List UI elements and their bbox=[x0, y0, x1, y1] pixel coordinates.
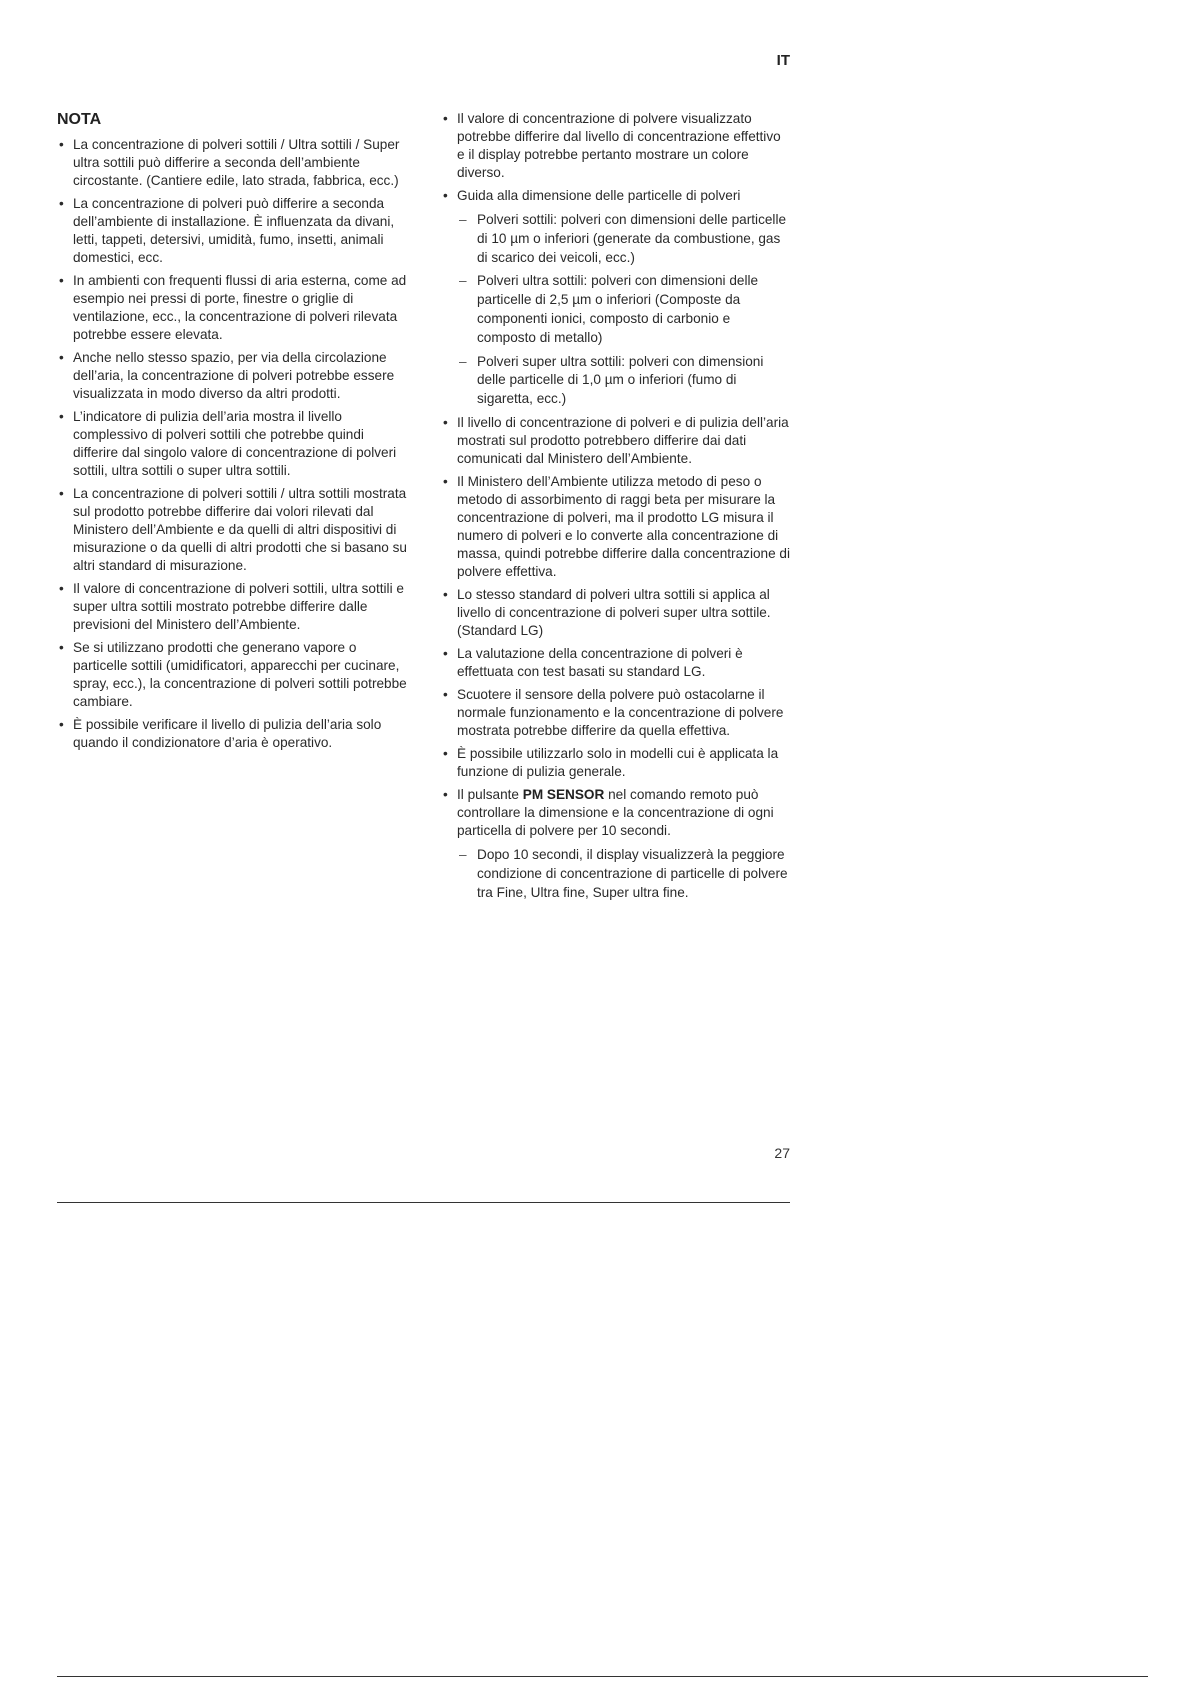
list-item bbox=[57, 349, 407, 403]
bullet-icon: • bbox=[59, 137, 64, 152]
bullet-icon: • bbox=[443, 645, 448, 661]
text-run: Il pulsante bbox=[457, 786, 523, 802]
list-item-text: Il livello di concentrazione di polveri e di pulizia dell’aria mostrati sul prodotto potrebbero differire dai dati comunicati dal Ministero dell’Ambiente. bbox=[457, 414, 789, 466]
list-item bbox=[441, 645, 790, 681]
list-item bbox=[441, 414, 790, 468]
dash-icon: – bbox=[459, 212, 467, 227]
list-item-text: La concentrazione di polveri sottili / ultra sottili mostrata sul prodotto potrebbe differire dai volori rilevati dal Ministero dell’Ambiente e da quelli di altri dispositivi di misurazione o da quelli di altri prodotti che si basano su altri standard di misurazione. bbox=[73, 486, 407, 573]
list-item-text bbox=[457, 787, 774, 838]
bullet-icon: • bbox=[443, 586, 448, 602]
bullet-icon: • bbox=[443, 188, 448, 203]
list-item-text: La concentrazione di polveri sottili / Ultra sottili / Super ultra sottili può differire a seconda dell’ambiente circostante. (Cantiere edile, lato strada, fabbrica, ecc.) bbox=[73, 137, 400, 188]
sub-list-item bbox=[457, 211, 790, 267]
list-item bbox=[441, 745, 790, 781]
list-item bbox=[57, 485, 407, 575]
list-item-text: Il valore di concentrazione di polveri sottili, ultra sottili e super ultra sottili mostrato potrebbe differire dalle previsioni del Ministero dell’Ambiente. bbox=[73, 581, 404, 632]
text-run: nel comando remoto può controllare la dimensione e la concentrazione di ogni particella di polvere per 10 secondi. bbox=[457, 786, 774, 838]
list-item-text: Lo stesso standard di polveri ultra sottili si applica al livello di concentrazione di polveri super ultra sottile. (Standard LG) bbox=[457, 586, 771, 638]
particle-size-sublist bbox=[457, 211, 790, 409]
dash-icon: – bbox=[459, 846, 467, 862]
bullet-icon: • bbox=[443, 686, 448, 702]
list-item-text: Il Ministero dell’Ambiente utilizza metodo di peso o metodo di assorbimento di raggi beta per misurare la concentrazione di polveri, ma il prodotto LG misura il numero di polveri e lo converte alla concentrazione di massa, quindi potrebbe differire dalla concentrazione di polvere effettiva. bbox=[457, 473, 791, 579]
list-item bbox=[57, 580, 407, 634]
pm-sensor-button-label: PM SENSOR bbox=[522, 786, 605, 802]
note-list-continued bbox=[441, 110, 790, 902]
note-list bbox=[57, 136, 407, 752]
dash-icon: – bbox=[459, 353, 467, 369]
sub-list-item bbox=[457, 353, 790, 409]
list-item bbox=[57, 136, 407, 190]
list-item-text: L’indicatore di pulizia dell’aria mostra il livello complessivo di polveri sottili che potrebbe quindi differire dal singolo valore di concentrazione di polveri sottili, ultra sottili o super ultra sottili. bbox=[73, 409, 397, 478]
bullet-icon: • bbox=[443, 414, 448, 430]
list-item bbox=[441, 110, 790, 182]
bullet-icon: • bbox=[59, 409, 64, 424]
sub-list-item-text: Polveri sottili: polveri con dimensioni delle particelle di 10 µm o inferiori (generate da combustione, gas di scarico dei veicoli, ecc.) bbox=[477, 212, 787, 265]
bullet-icon: • bbox=[59, 717, 64, 732]
bullet-icon: • bbox=[443, 473, 448, 489]
right-column bbox=[441, 110, 790, 907]
bullet-icon: • bbox=[443, 111, 448, 126]
list-item bbox=[441, 786, 790, 902]
page-number: 27 bbox=[774, 1145, 790, 1161]
bullet-icon: • bbox=[59, 640, 64, 655]
list-item bbox=[441, 686, 790, 740]
list-item-text: Il valore di concentrazione di polvere visualizzato potrebbe differire dal livello di concentrazione effettivo e il display potrebbe pertanto mostrare un colore diverso. bbox=[457, 111, 781, 180]
list-item-text: Anche nello stesso spazio, per via della circolazione dell’aria, la concentrazione di polveri potrebbe essere visualizzata in modo diverso da altri prodotti. bbox=[73, 350, 395, 401]
list-item bbox=[57, 195, 407, 267]
list-item-text: Se si utilizzano prodotti che generano vapore o particelle sottili (umidificatori, apparecchi per cucinare, spray, ecc.), la concentrazione di polveri sottili potrebbe cambiare. bbox=[73, 640, 407, 709]
dash-icon: – bbox=[459, 273, 467, 289]
bullet-icon: • bbox=[443, 786, 448, 802]
list-item bbox=[57, 639, 407, 711]
sub-list-item-text: Polveri super ultra sottili: polveri con dimensioni delle particelle di 1,0 µm o inferiori (fumo di sigaretta, ecc.) bbox=[477, 353, 764, 407]
list-item-text: È possibile utilizzarlo solo in modelli cui è applicata la funzione di pulizia generale. bbox=[457, 745, 779, 779]
list-item bbox=[441, 187, 790, 409]
content-divider bbox=[57, 1202, 790, 1203]
list-item bbox=[441, 586, 790, 640]
list-item bbox=[57, 716, 407, 752]
bullet-icon: • bbox=[59, 581, 64, 596]
left-column bbox=[57, 110, 407, 757]
sub-list-item-text: Dopo 10 secondi, il display visualizzerà la peggiore condizione di concentrazione di particelle di polvere tra Fine, Ultra fine, Super ultra fine. bbox=[477, 846, 788, 900]
bullet-icon: • bbox=[59, 350, 64, 365]
page-bottom-divider bbox=[57, 1676, 1148, 1677]
list-item bbox=[57, 272, 407, 344]
note-heading: NOTA bbox=[57, 111, 102, 128]
list-item-text: La valutazione della concentrazione di polveri è effettuata con test basati su standard LG. bbox=[457, 645, 743, 679]
pm-sensor-sublist bbox=[457, 846, 790, 902]
sub-list-item bbox=[457, 846, 790, 902]
sub-list-item bbox=[457, 272, 790, 347]
language-tag: IT bbox=[776, 52, 790, 69]
list-item-text: È possibile verificare il livello di pulizia dell’aria solo quando il condizionatore d’aria è operativo. bbox=[73, 717, 382, 750]
list-item-text: La concentrazione di polveri può differire a seconda dell’ambiente di installazione. È influenzata da divani, letti, tappeti, detersivi, umidità, fumo, insetti, animali domestici, ecc. bbox=[73, 196, 395, 265]
bullet-icon: • bbox=[59, 486, 64, 501]
list-item-text: Guida alla dimensione delle particelle di polveri bbox=[457, 188, 741, 203]
sub-list-item-text: Polveri ultra sottili: polveri con dimensioni delle particelle di 2,5 µm o inferiori (Composte da componenti ionici, composto di carbonio e composto di metallo) bbox=[477, 273, 759, 345]
list-item bbox=[441, 473, 790, 581]
bullet-icon: • bbox=[59, 196, 64, 211]
list-item-text: In ambienti con frequenti flussi di aria esterna, come ad esempio nei pressi di porte, finestre o griglie di ventilazione, ecc., la concentrazione di polveri rilevata potrebbe essere elevata. bbox=[73, 273, 407, 342]
list-item-text: Scuotere il sensore della polvere può ostacolarne il normale funzionamento e la concentrazione di polvere mostrata potrebbe differire da quella effettiva. bbox=[457, 686, 784, 738]
list-item bbox=[57, 408, 407, 480]
bullet-icon: • bbox=[59, 273, 64, 288]
bullet-icon: • bbox=[443, 745, 448, 761]
